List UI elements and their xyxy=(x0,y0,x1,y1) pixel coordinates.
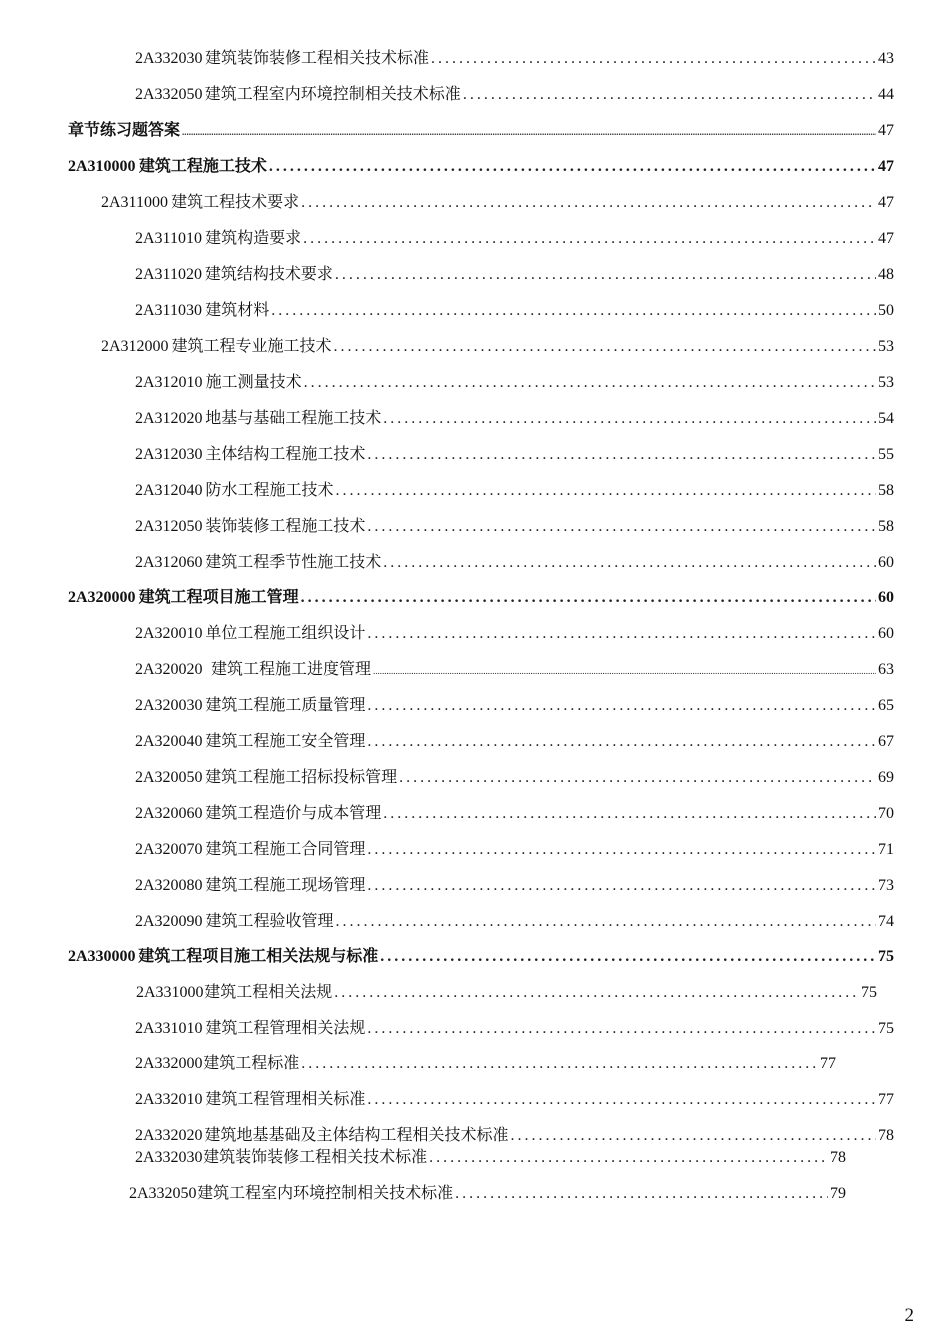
entry-title: 建筑工程造价与成本管理 xyxy=(205,805,382,822)
entry-code: 2A320050 xyxy=(135,769,203,786)
entry-code: 2A332030 xyxy=(135,50,203,67)
entry-code: 2A332010 xyxy=(135,1091,203,1108)
toc-entry xyxy=(135,445,894,465)
dot-leader xyxy=(334,983,859,1003)
entry-page: 55 xyxy=(878,446,894,463)
entry-code: 2A332050 xyxy=(129,1185,197,1202)
toc-entry xyxy=(68,947,894,967)
entry-title: 建筑工程相关法规 xyxy=(204,984,333,1001)
entry-code: 2A312050 xyxy=(135,518,203,535)
entry-page: 58 xyxy=(878,482,894,499)
dot-leader xyxy=(455,1184,828,1204)
entry-code: 2A332020 xyxy=(135,1127,203,1144)
entry-page: 48 xyxy=(878,266,894,283)
entry-title: 建筑工程施工招标投标管理 xyxy=(205,769,398,786)
entry-page: 65 xyxy=(878,697,894,714)
entry-title: 建筑工程施工技术 xyxy=(138,158,267,175)
entry-page: 69 xyxy=(878,769,894,786)
entry-code: 2A330000 xyxy=(68,948,136,965)
entry-title: 建筑工程施工现场管理 xyxy=(205,877,366,894)
toc-entry xyxy=(135,840,894,860)
dot-leader xyxy=(335,265,876,285)
entry-page: 78 xyxy=(830,1149,846,1166)
dot-leader xyxy=(367,696,876,716)
toc-entry xyxy=(135,481,894,501)
dot-leader xyxy=(367,517,876,537)
dot-leader xyxy=(367,624,876,644)
dot-leader xyxy=(335,481,876,501)
entry-title: 建筑工程施工安全管理 xyxy=(205,733,366,750)
toc-entry xyxy=(135,912,894,932)
dot-leader xyxy=(383,804,876,824)
dot-leader xyxy=(367,732,876,752)
entry-code: 2A311030 xyxy=(135,302,202,319)
dot-leader xyxy=(367,1090,876,1110)
toc-entry xyxy=(135,624,894,644)
toc-entry xyxy=(136,983,877,1003)
dot-leader xyxy=(304,373,876,393)
entry-title: 建筑工程验收管理 xyxy=(205,913,334,930)
dot-leader xyxy=(429,1148,828,1168)
entry-code: 2A311010 xyxy=(135,230,202,247)
entry-title: 建筑地基基础及主体结构工程相关技术标准 xyxy=(204,1127,509,1144)
entry-page: 50 xyxy=(878,302,894,319)
dot-leader xyxy=(367,1019,876,1039)
entry-page: 43 xyxy=(878,50,894,67)
entry-title: 建筑材料 xyxy=(205,302,270,319)
toc-entry xyxy=(135,660,894,681)
entry-page: 47 xyxy=(878,122,894,139)
entry-code: 2A320020 xyxy=(135,661,203,678)
entry-code: 2A320010 xyxy=(135,625,203,642)
toc-entry xyxy=(135,517,894,537)
entry-code: 2A332000 xyxy=(135,1055,203,1072)
toc-entry xyxy=(135,696,894,716)
toc-entry xyxy=(135,1090,894,1110)
entry-page: 63 xyxy=(878,661,894,678)
entry-page: 54 xyxy=(878,410,894,427)
entry-page: 53 xyxy=(878,338,894,355)
entry-page: 58 xyxy=(878,518,894,535)
entry-page: 47 xyxy=(878,158,894,175)
dot-leader xyxy=(334,337,877,357)
entry-page: 79 xyxy=(830,1185,846,1202)
entry-page: 75 xyxy=(878,1020,894,1037)
entry-code: 2A312000 xyxy=(101,338,169,355)
dot-leader xyxy=(301,193,876,213)
dot-leader xyxy=(367,876,876,896)
toc-entry xyxy=(135,265,894,285)
toc-entry xyxy=(68,588,894,608)
entry-code: 2A312060 xyxy=(135,554,203,571)
toc-entry xyxy=(135,373,894,393)
entry-code: 2A332050 xyxy=(135,86,203,103)
entry-code: 2A312030 xyxy=(135,446,203,463)
dot-leader xyxy=(182,122,876,142)
dot-leader xyxy=(301,588,876,608)
toc-entry xyxy=(68,121,894,142)
toc-entry xyxy=(129,1184,846,1204)
entry-title: 建筑工程室内环境控制相关技术标准 xyxy=(197,1185,454,1202)
entry-code: 2A332030 xyxy=(135,1149,203,1166)
entry-code: 2A320060 xyxy=(135,805,203,822)
entry-title: 建筑工程技术要求 xyxy=(171,194,300,211)
entry-code: 2A320070 xyxy=(135,841,203,858)
entry-title: 建筑工程室内环境控制相关技术标准 xyxy=(204,86,461,103)
toc-entry xyxy=(135,768,894,788)
toc-entry xyxy=(135,876,894,896)
entry-code: 2A331010 xyxy=(135,1020,203,1037)
entry-title: 建筑工程施工合同管理 xyxy=(205,841,366,858)
toc-entry xyxy=(68,157,894,177)
dot-leader xyxy=(367,840,876,860)
entry-title: 施工测量技术 xyxy=(205,374,302,391)
entry-page: 77 xyxy=(878,1091,894,1108)
dot-leader xyxy=(511,1126,876,1146)
entry-title: 主体结构工程施工技术 xyxy=(205,446,366,463)
toc-entry xyxy=(135,301,894,321)
toc-entry xyxy=(135,804,894,824)
entry-title: 建筑装饰装修工程相关技术标准 xyxy=(204,50,429,67)
entry-code: 2A320040 xyxy=(135,733,203,750)
entry-code: 2A312010 xyxy=(135,374,203,391)
toc-entry xyxy=(135,229,894,249)
entry-page: 47 xyxy=(878,230,894,247)
entry-code: 2A320030 xyxy=(135,697,203,714)
toc-entry xyxy=(135,1148,846,1168)
entry-title: 建筑装饰装修工程相关技术标准 xyxy=(203,1149,428,1166)
dot-leader xyxy=(373,661,876,681)
dot-leader xyxy=(303,229,876,249)
entry-code: 2A320000 xyxy=(68,589,136,606)
entry-title: 装饰装修工程施工技术 xyxy=(205,518,366,535)
entry-page: 77 xyxy=(820,1055,836,1072)
entry-title: 建筑工程季节性施工技术 xyxy=(205,554,382,571)
entry-page: 47 xyxy=(878,194,894,211)
entry-code: 2A311000 xyxy=(101,194,168,211)
toc-entry xyxy=(135,409,894,429)
entry-page: 70 xyxy=(878,805,894,822)
dot-leader xyxy=(301,1054,818,1074)
entry-title: 单位工程施工组织设计 xyxy=(205,625,366,642)
entry-page: 74 xyxy=(878,913,894,930)
entry-code: 2A311020 xyxy=(135,266,202,283)
toc-entry xyxy=(101,193,894,213)
entry-title: 建筑工程管理相关标准 xyxy=(205,1091,366,1108)
entry-title: 建筑工程项目施工相关法规与标准 xyxy=(138,948,379,965)
toc-entry xyxy=(135,1019,894,1039)
toc-entry xyxy=(135,1126,894,1146)
toc-entry xyxy=(135,553,894,573)
entry-page: 75 xyxy=(878,948,894,965)
dot-leader xyxy=(463,85,876,105)
entry-page: 60 xyxy=(878,625,894,642)
entry-page: 44 xyxy=(878,86,894,103)
entry-page: 60 xyxy=(877,589,894,606)
dot-leader xyxy=(367,445,876,465)
dot-leader xyxy=(383,409,876,429)
entry-title: 防水工程施工技术 xyxy=(205,482,334,499)
entry-title: 建筑构造要求 xyxy=(205,230,302,247)
entry-code: 2A310000 xyxy=(68,158,136,175)
entry-title: 建筑工程施工进度管理 xyxy=(211,661,372,678)
toc-entry xyxy=(135,1054,836,1074)
entry-title: 建筑工程管理相关法规 xyxy=(205,1020,366,1037)
dot-leader xyxy=(383,553,876,573)
toc-entry xyxy=(101,337,894,357)
entry-page: 78 xyxy=(878,1127,894,1144)
entry-title: 建筑工程项目施工管理 xyxy=(138,589,299,606)
entry-page: 71 xyxy=(878,841,894,858)
toc-entry xyxy=(135,49,894,69)
dot-leader xyxy=(399,768,876,788)
entry-title: 建筑工程专业施工技术 xyxy=(171,338,332,355)
entry-page: 67 xyxy=(878,733,894,750)
entry-title: 建筑结构技术要求 xyxy=(204,266,333,283)
entry-code: 2A312020 xyxy=(135,410,203,427)
dot-leader xyxy=(271,301,876,321)
entry-title: 地基与基础工程施工技术 xyxy=(205,410,382,427)
entry-code: 2A331000 xyxy=(136,984,204,1001)
dot-leader xyxy=(431,49,876,69)
entry-code: 2A320080 xyxy=(135,877,203,894)
page-number: 2 xyxy=(904,1305,914,1326)
toc-entry xyxy=(135,732,894,752)
dot-leader xyxy=(335,912,876,932)
entry-page: 60 xyxy=(878,554,894,571)
entry-title: 建筑工程标准 xyxy=(203,1055,300,1072)
entry-page: 75 xyxy=(861,984,877,1001)
toc-entry xyxy=(135,85,894,105)
entry-page: 53 xyxy=(878,374,894,391)
entry-title: 建筑工程施工质量管理 xyxy=(205,697,366,714)
dot-leader xyxy=(269,157,876,177)
entry-code: 2A320090 xyxy=(135,913,203,930)
entry-code: 2A312040 xyxy=(135,482,203,499)
dot-leader xyxy=(380,947,876,967)
entry-page: 73 xyxy=(878,877,894,894)
entry-title: 章节练习题答案 xyxy=(68,122,181,139)
